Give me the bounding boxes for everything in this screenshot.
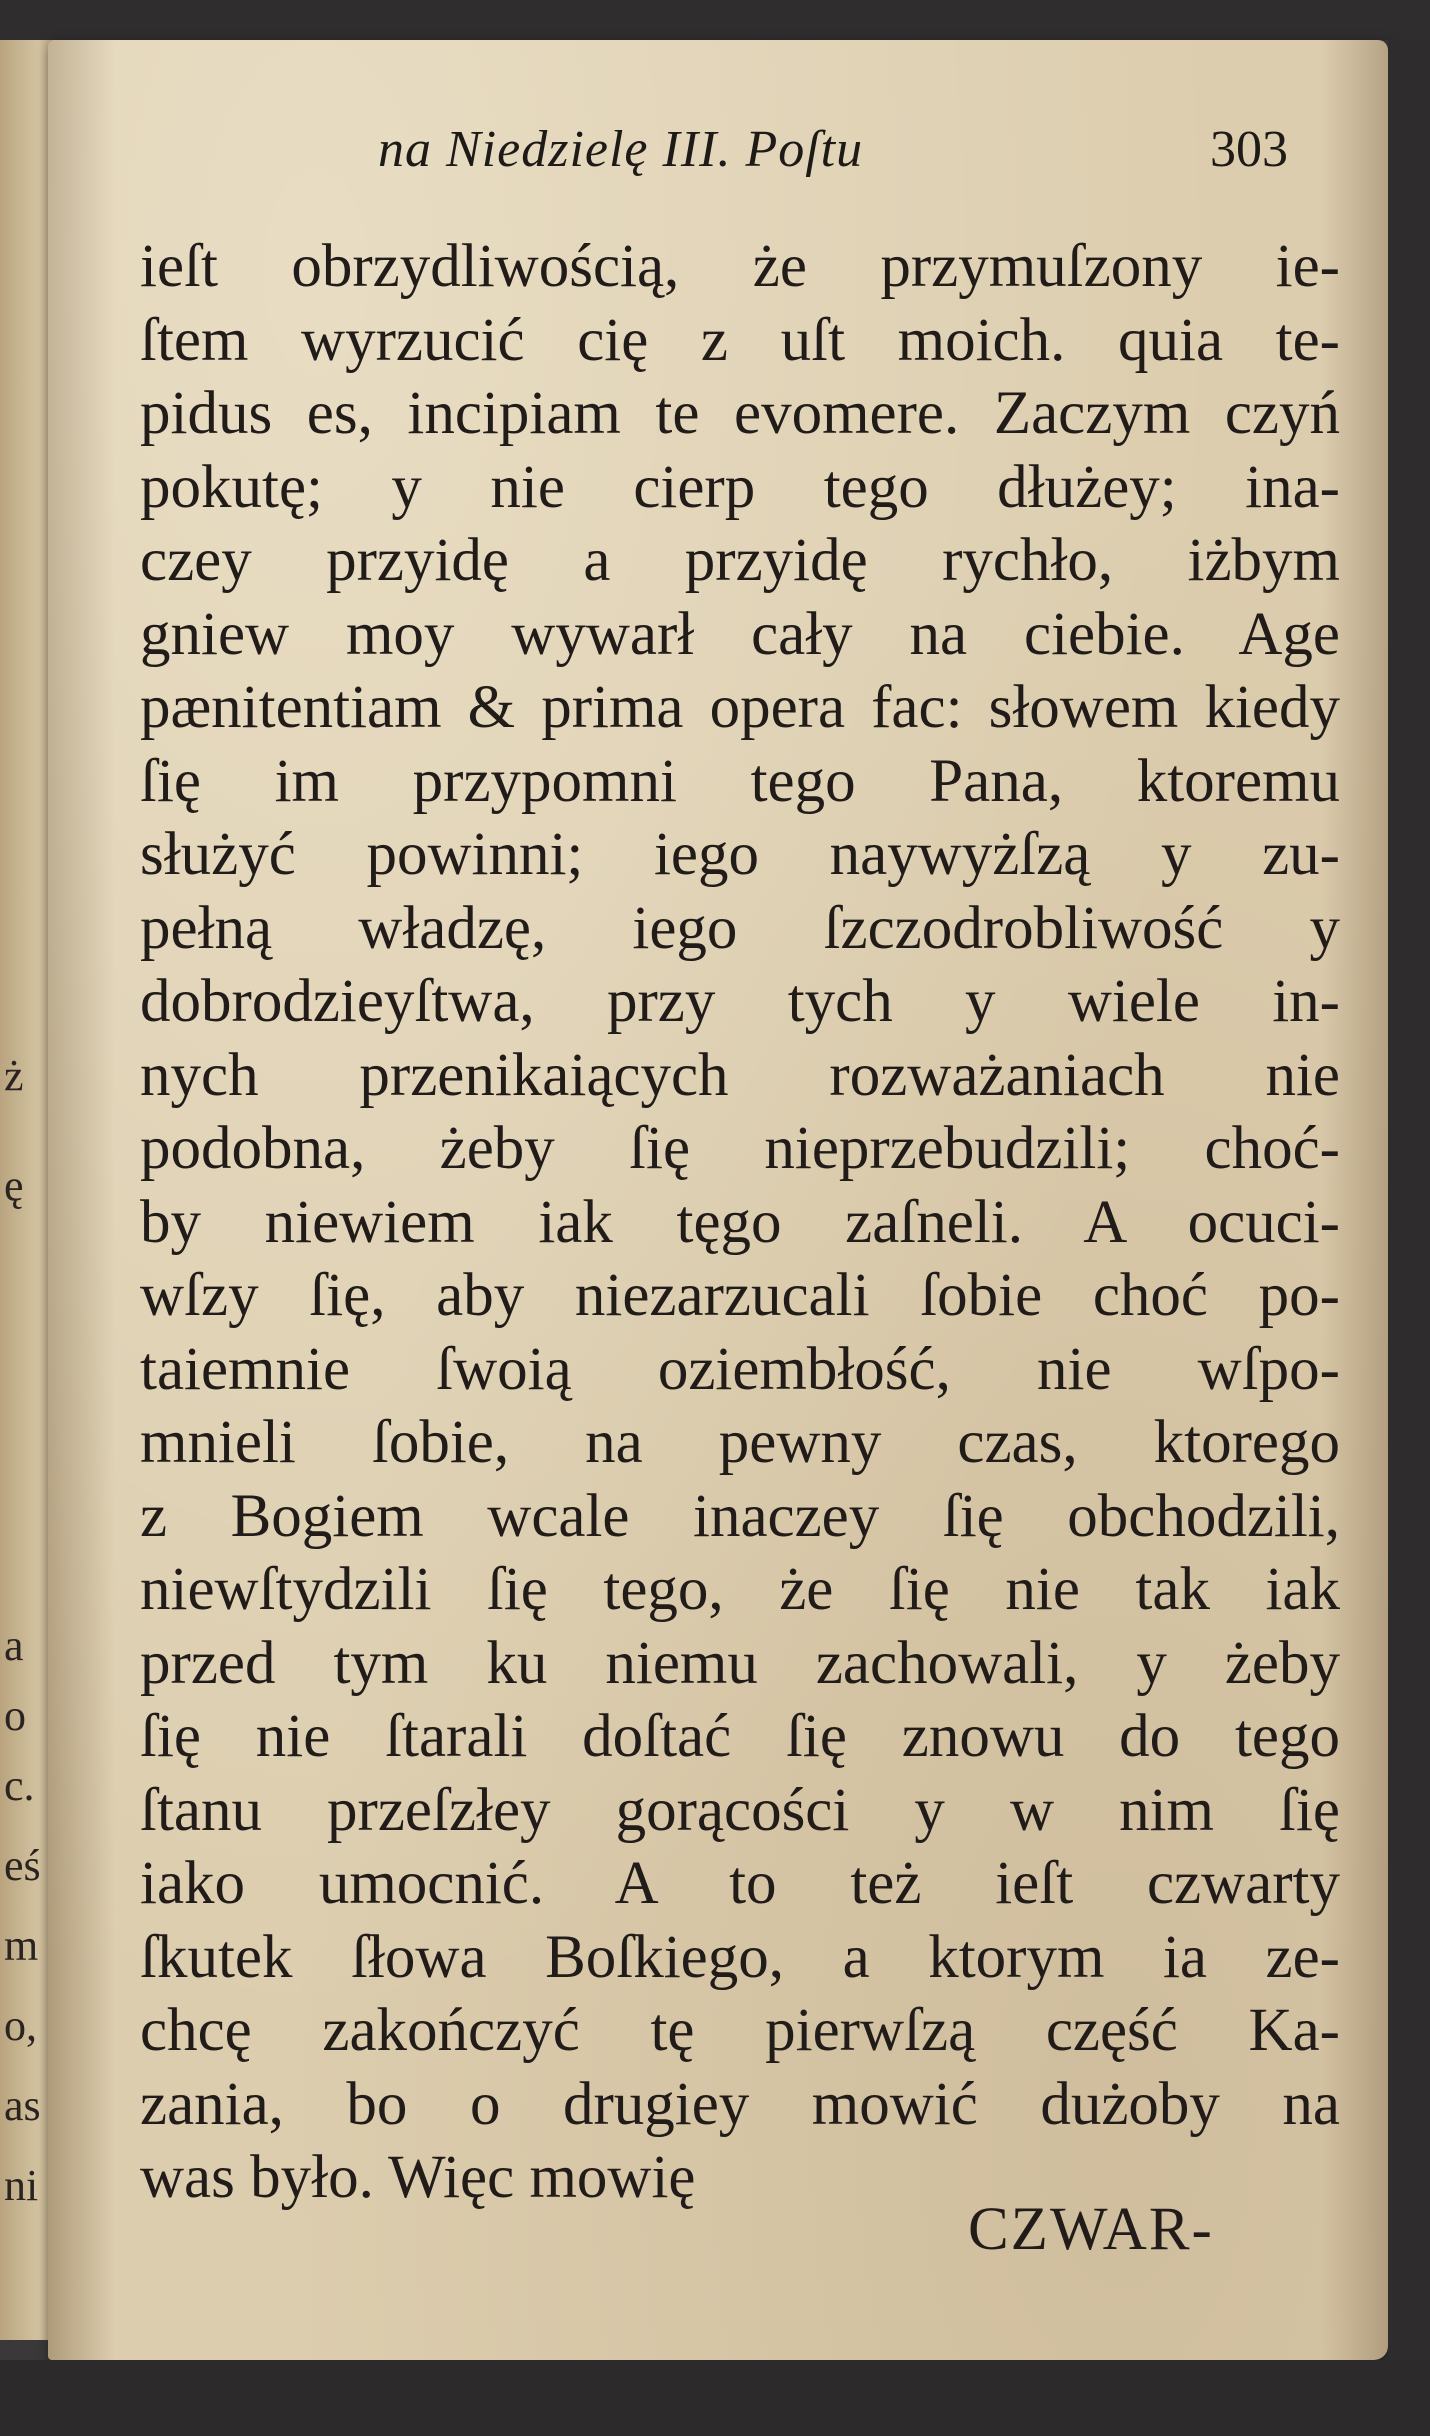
text-line: ieſt obrzydliwością, że przymuſzony ie- [140, 233, 1340, 300]
text-line: chcę zakończyć tę pierwſzą część Ka- [140, 1997, 1340, 2064]
body-text [140, 230, 1340, 2215]
text-line: czey przyidę a przyidę rychło, iżbym [140, 527, 1340, 594]
text-line: wſzy ſię, aby niezarzucali ſobie choć po- [140, 1262, 1340, 1329]
text-line: przed tym ku niemu zachowali, y żeby [140, 1629, 1340, 1697]
text-line: ſtem wyrzucić cię z uſt moich. quia te- [140, 306, 1340, 374]
scan-background-right [1388, 40, 1430, 2436]
page-number: 303 [1210, 121, 1288, 178]
text-line: dobrodzieyſtwa, przy tych y wiele in- [140, 968, 1340, 1035]
text-line: mnieli ſobie, na pewny czas, ktorego [140, 1409, 1340, 1476]
text-line: ſię nie ſtarali doſtać ſię znowu do tego [140, 1703, 1340, 1770]
text-line: ſtanu przeſzłey gorącości y w nim ſię [140, 1776, 1340, 1844]
text-line: pokutę; y nie cierp tego dłużey; ina- [140, 453, 1340, 521]
text-line: was było. Więc mowię [140, 2144, 696, 2211]
facing-page-fragment: eś [4, 1841, 41, 1890]
text-line: podobna, żeby ſię nieprzebudzili; choć- [140, 1115, 1340, 1182]
scan-background-top [0, 0, 1430, 40]
text-line: niewſtydzili ſię tego, że ſię nie tak iak [140, 1556, 1340, 1623]
text-line: gniew moy wywarł cały na ciebie. Age [140, 600, 1340, 668]
book-page [48, 40, 1388, 2360]
running-head [378, 120, 1308, 190]
facing-page-fragment: o [4, 1691, 26, 1740]
text-line: by niewiem iak tęgo zaſneli. A ocuci- [140, 1188, 1340, 1256]
scan-background-bottom [0, 2360, 1430, 2436]
facing-page-fragment: c. [4, 1761, 35, 1810]
facing-page-fragment: ę [4, 1161, 24, 1210]
catchword: CZWAR- [968, 2196, 1214, 2263]
text-line: ſkutek ſłowa Boſkiego, a ktorym ia ze- [140, 1923, 1340, 1991]
text-line: pełną władzę, iego ſzczodrobliwość y [140, 894, 1340, 962]
facing-page-fragment: o, [4, 2001, 37, 2050]
facing-page-fragment: as [4, 2081, 41, 2130]
facing-page-fragment: a [4, 1621, 24, 1670]
text-line: służyć powinni; iego naywyżſzą y zu- [140, 821, 1340, 888]
facing-page-fragment: m [4, 1921, 39, 1970]
facing-page-fragment: ż [4, 1051, 24, 1100]
text-line: taiemnie ſwoią oziembłość, nie wſpo- [140, 1335, 1340, 1403]
text-line: pænitentiam & prima opera fac: słowem kiedy [140, 674, 1340, 741]
facing-page-fragment: ni [4, 2161, 39, 2210]
text-line: zania, bo o drugiey mowić dużoby na [140, 2070, 1340, 2138]
text-line: nych przenikaiących rozważaniach nie [140, 1041, 1340, 1109]
text-line: iako umocnić. A to też ieſt czwarty [140, 1850, 1340, 1917]
running-head-title: na Niedzielę III. Poſtu [378, 121, 864, 178]
text-line: pidus es, incipiam te evomere. Zaczym czyń [140, 380, 1340, 447]
text-line: ſię im przypomni tego Pana, ktoremu [140, 747, 1340, 815]
text-line: z Bogiem wcale inaczey ſię obchodzili, [140, 1482, 1340, 1550]
